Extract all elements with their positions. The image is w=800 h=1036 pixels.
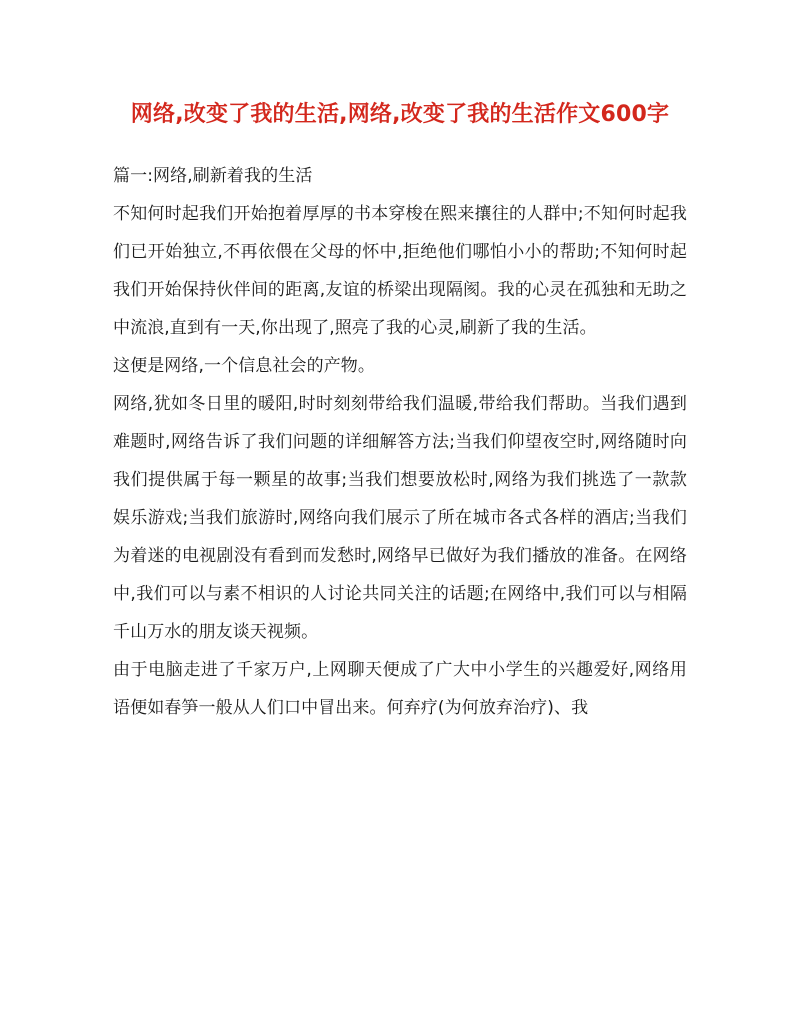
paragraph-section-heading: 篇一:网络,刷新着我的生活 (113, 166, 313, 186)
paragraph-4: 由于电脑走进了千家万户,上网聊天便成了广大中小学生的兴趣爱好,网络用语便如春笋一般从人们口中冒出来。何弃疗(为何放弃治疗)、我 (113, 660, 687, 718)
document-body (113, 157, 687, 727)
paragraph-3: 网络,犹如冬日里的暖阳,时时刻刻带给我们温暖,带给我们帮助。当我们遇到难题时,网络告诉了我们问题的详细解答方法;当我们仰望夜空时,网络随时向我们提供属于每一颗星的故事;当我们想要放松时,网络为我们挑选了一款款娱乐游戏;当我们旅游时,网络向我们展示了所在城市各式各样的酒店;当我们为着迷的电视剧没有看到而发愁时,网络早已做好为我们播放的准备。在网络中,我们可以与素不相识的人讨论共同关注的话题;在网络中,我们可以与相隔千山万水的朋友谈天视频。 (113, 394, 687, 642)
paragraph-2: 这便是网络,一个信息社会的产物。 (113, 356, 376, 376)
document-content (113, 94, 687, 727)
paragraph-1: 不知何时起我们开始抱着厚厚的书本穿梭在熙来攘往的人群中;不知何时起我们已开始独立,不再依偎在父母的怀中,拒绝他们哪怕小小的帮助;不知何时起我们开始保持伙伴间的距离,友谊的桥梁出现隔阂。我的心灵在孤独和无助之中流浪,直到有一天,你出现了,照亮了我的心灵,刷新了我的生活。 (113, 204, 687, 338)
page-title: 网络,改变了我的生活,网络,改变了我的生活作文600字 (130, 102, 670, 127)
